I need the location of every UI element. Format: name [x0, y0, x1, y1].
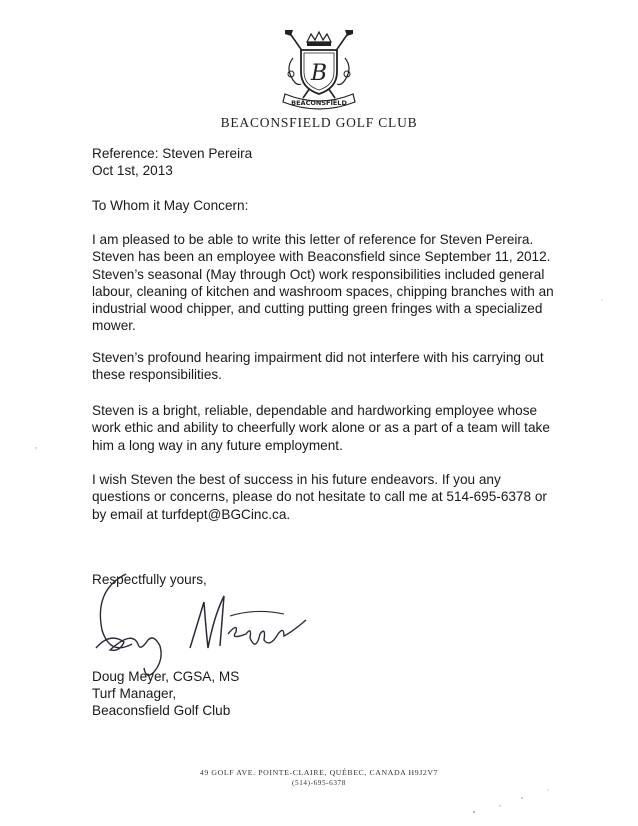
signer-title: Turf Manager, [92, 686, 177, 701]
salutation: To Whom it May Concern: [92, 198, 249, 213]
paragraph-introduction: I am pleased to be able to write this letter of reference for Steven Pereira. Steven has been an employee with Beaconsfield since September 11, 2012. Steven’s seasonal (May through Oct) work responsibilities included general labour, cleaning of kitchen and washroom spaces, chipping branches with an industrial wood chipper, and cutting putting green fringes with a specialized mower. [92, 232, 554, 334]
signer-organization: Beaconsfield Golf Club [92, 703, 231, 718]
footer-phone: (514)-695-6378 [292, 779, 346, 787]
closing: Respectfully yours, [92, 572, 207, 587]
svg-text:B: B [310, 61, 328, 86]
paragraph-hearing: Steven’s profound hearing impairment did not interfere with his carrying out these responsibilities. [92, 350, 544, 383]
signer-name: Doug Meyer, CGSA, MS [92, 669, 240, 684]
letterhead-club-name: BEACONSFIELD GOLF CLUB [220, 115, 418, 130]
crest-banner-text: BEACONSFIELD [291, 99, 347, 107]
footer-address: 49 GOLF AVE. POINTE-CLAIRE, QUÉBEC, CANADA H9J2V7 [199, 768, 439, 777]
paragraph-character: Steven is a bright, reliable, dependable and hardworking employee whose work ethic and ability to cheerfully work alone or as a part of a team will take him a long way in any future employment. [92, 403, 550, 453]
reference-line: Reference: Steven Pereira [92, 146, 253, 161]
club-crest-logo [271, 28, 367, 114]
letter-date: Oct 1st, 2013 [92, 163, 173, 178]
paragraph-contact: I wish Steven the best of success in his future endeavors. If you any questions or concerns, please do not hesitate to call me at 514-695-6378 or by email at turfdept@BGCinc.ca. [92, 472, 547, 522]
